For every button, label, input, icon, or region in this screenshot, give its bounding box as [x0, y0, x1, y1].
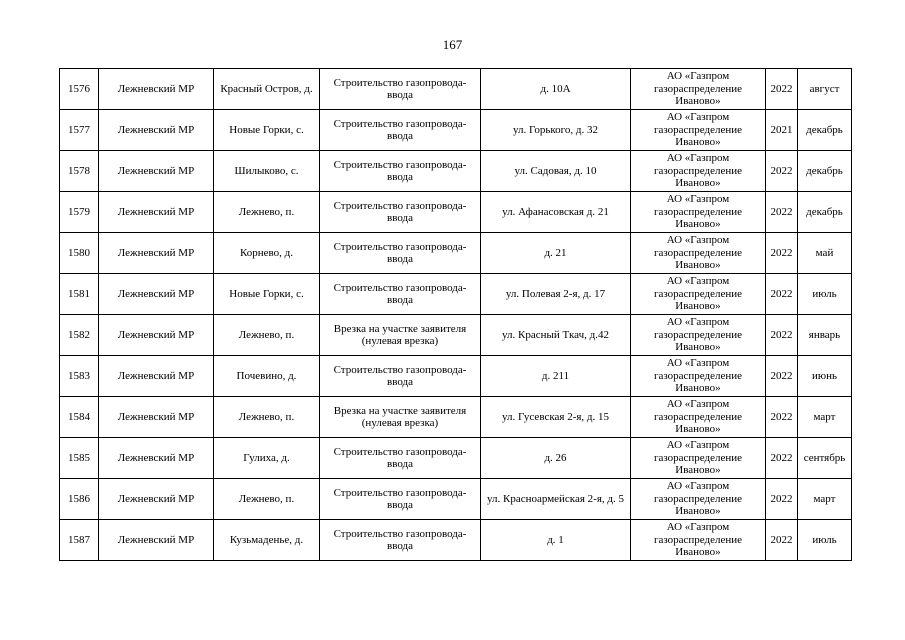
row-number-cell: 1586 — [60, 479, 99, 520]
row-number-cell: 1578 — [60, 151, 99, 192]
organization-cell: АО «Газпром газораспределение Иваново» — [631, 479, 766, 520]
district-cell: Лежневский МР — [99, 151, 214, 192]
year-cell: 2022 — [766, 315, 798, 356]
work-type-cell: Строительство газопровода-ввода — [320, 438, 481, 479]
row-number-cell: 1583 — [60, 356, 99, 397]
year-cell: 2022 — [766, 479, 798, 520]
locality-cell: Кузьмаденье, д. — [214, 520, 320, 561]
district-cell: Лежневский МР — [99, 110, 214, 151]
district-cell: Лежневский МР — [99, 69, 214, 110]
district-cell: Лежневский МР — [99, 397, 214, 438]
organization-cell: АО «Газпром газораспределение Иваново» — [631, 69, 766, 110]
locality-cell: Лежнево, п. — [214, 479, 320, 520]
address-cell: д. 211 — [481, 356, 631, 397]
year-cell: 2022 — [766, 356, 798, 397]
work-type-cell: Строительство газопровода-ввода — [320, 356, 481, 397]
year-cell: 2022 — [766, 151, 798, 192]
month-cell: декабрь — [798, 110, 852, 151]
year-cell: 2022 — [766, 438, 798, 479]
district-cell: Лежневский МР — [99, 274, 214, 315]
organization-cell: АО «Газпром газораспределение Иваново» — [631, 520, 766, 561]
work-type-cell: Строительство газопровода-ввода — [320, 520, 481, 561]
row-number-cell: 1584 — [60, 397, 99, 438]
table-row — [60, 397, 852, 438]
table-row — [60, 356, 852, 397]
locality-cell: Гулиха, д. — [214, 438, 320, 479]
organization-cell: АО «Газпром газораспределение Иваново» — [631, 233, 766, 274]
address-cell: д. 26 — [481, 438, 631, 479]
month-cell: январь — [798, 315, 852, 356]
month-cell: декабрь — [798, 192, 852, 233]
work-type-cell: Строительство газопровода-ввода — [320, 151, 481, 192]
month-cell: май — [798, 233, 852, 274]
work-type-cell: Строительство газопровода-ввода — [320, 69, 481, 110]
address-cell: ул. Красноармейская 2-я, д. 5 — [481, 479, 631, 520]
row-number-cell: 1585 — [60, 438, 99, 479]
work-type-cell: Строительство газопровода-ввода — [320, 233, 481, 274]
year-cell: 2022 — [766, 274, 798, 315]
address-cell: ул. Горького, д. 32 — [481, 110, 631, 151]
district-cell: Лежневский МР — [99, 479, 214, 520]
organization-cell: АО «Газпром газораспределение Иваново» — [631, 110, 766, 151]
month-cell: декабрь — [798, 151, 852, 192]
work-type-cell: Строительство газопровода-ввода — [320, 110, 481, 151]
locality-cell: Почевино, д. — [214, 356, 320, 397]
locality-cell: Лежнево, п. — [214, 315, 320, 356]
table-row — [60, 233, 852, 274]
row-number-cell: 1577 — [60, 110, 99, 151]
month-cell: март — [798, 397, 852, 438]
table-row — [60, 69, 852, 110]
district-cell: Лежневский МР — [99, 356, 214, 397]
year-cell: 2022 — [766, 520, 798, 561]
table-row — [60, 520, 852, 561]
address-cell: д. 21 — [481, 233, 631, 274]
row-number-cell: 1576 — [60, 69, 99, 110]
organization-cell: АО «Газпром газораспределение Иваново» — [631, 397, 766, 438]
address-cell: ул. Полевая 2-я, д. 17 — [481, 274, 631, 315]
district-cell: Лежневский МР — [99, 520, 214, 561]
year-cell: 2022 — [766, 69, 798, 110]
locality-cell: Лежнево, п. — [214, 397, 320, 438]
year-cell: 2022 — [766, 397, 798, 438]
month-cell: июль — [798, 274, 852, 315]
locality-cell: Лежнево, п. — [214, 192, 320, 233]
registry-table — [59, 68, 852, 561]
year-cell: 2021 — [766, 110, 798, 151]
address-cell: ул. Афанасовская д. 21 — [481, 192, 631, 233]
locality-cell: Шилыково, с. — [214, 151, 320, 192]
district-cell: Лежневский МР — [99, 315, 214, 356]
month-cell: июнь — [798, 356, 852, 397]
row-number-cell: 1580 — [60, 233, 99, 274]
table-row — [60, 192, 852, 233]
year-cell: 2022 — [766, 233, 798, 274]
table-row — [60, 438, 852, 479]
organization-cell: АО «Газпром газораспределение Иваново» — [631, 274, 766, 315]
row-number-cell: 1581 — [60, 274, 99, 315]
row-number-cell: 1579 — [60, 192, 99, 233]
registry-table-body — [60, 69, 852, 561]
organization-cell: АО «Газпром газораспределение Иваново» — [631, 356, 766, 397]
table-row — [60, 151, 852, 192]
table-row — [60, 110, 852, 151]
work-type-cell: Строительство газопровода-ввода — [320, 192, 481, 233]
month-cell: март — [798, 479, 852, 520]
work-type-cell: Врезка на участке заявителя (нулевая врезка) — [320, 315, 481, 356]
organization-cell: АО «Газпром газораспределение Иваново» — [631, 315, 766, 356]
district-cell: Лежневский МР — [99, 438, 214, 479]
locality-cell: Новые Горки, с. — [214, 274, 320, 315]
page-number: 167 — [442, 37, 463, 52]
row-number-cell: 1587 — [60, 520, 99, 561]
locality-cell: Корнево, д. — [214, 233, 320, 274]
organization-cell: АО «Газпром газораспределение Иваново» — [631, 192, 766, 233]
locality-cell: Новые Горки, с. — [214, 110, 320, 151]
address-cell: ул. Садовая, д. 10 — [481, 151, 631, 192]
organization-cell: АО «Газпром газораспределение Иваново» — [631, 438, 766, 479]
year-cell: 2022 — [766, 192, 798, 233]
work-type-cell: Строительство газопровода-ввода — [320, 274, 481, 315]
address-cell: д. 1 — [481, 520, 631, 561]
month-cell: июль — [798, 520, 852, 561]
address-cell: ул. Гусевская 2-я, д. 15 — [481, 397, 631, 438]
table-row — [60, 315, 852, 356]
address-cell: д. 10А — [481, 69, 631, 110]
address-cell: ул. Красный Ткач, д.42 — [481, 315, 631, 356]
work-type-cell: Строительство газопровода-ввода — [320, 479, 481, 520]
month-cell: август — [798, 69, 852, 110]
work-type-cell: Врезка на участке заявителя (нулевая врезка) — [320, 397, 481, 438]
month-cell: сентябрь — [798, 438, 852, 479]
table-row — [60, 274, 852, 315]
district-cell: Лежневский МР — [99, 192, 214, 233]
organization-cell: АО «Газпром газораспределение Иваново» — [631, 151, 766, 192]
row-number-cell: 1582 — [60, 315, 99, 356]
locality-cell: Красный Остров, д. — [214, 69, 320, 110]
table-row — [60, 479, 852, 520]
district-cell: Лежневский МР — [99, 233, 214, 274]
